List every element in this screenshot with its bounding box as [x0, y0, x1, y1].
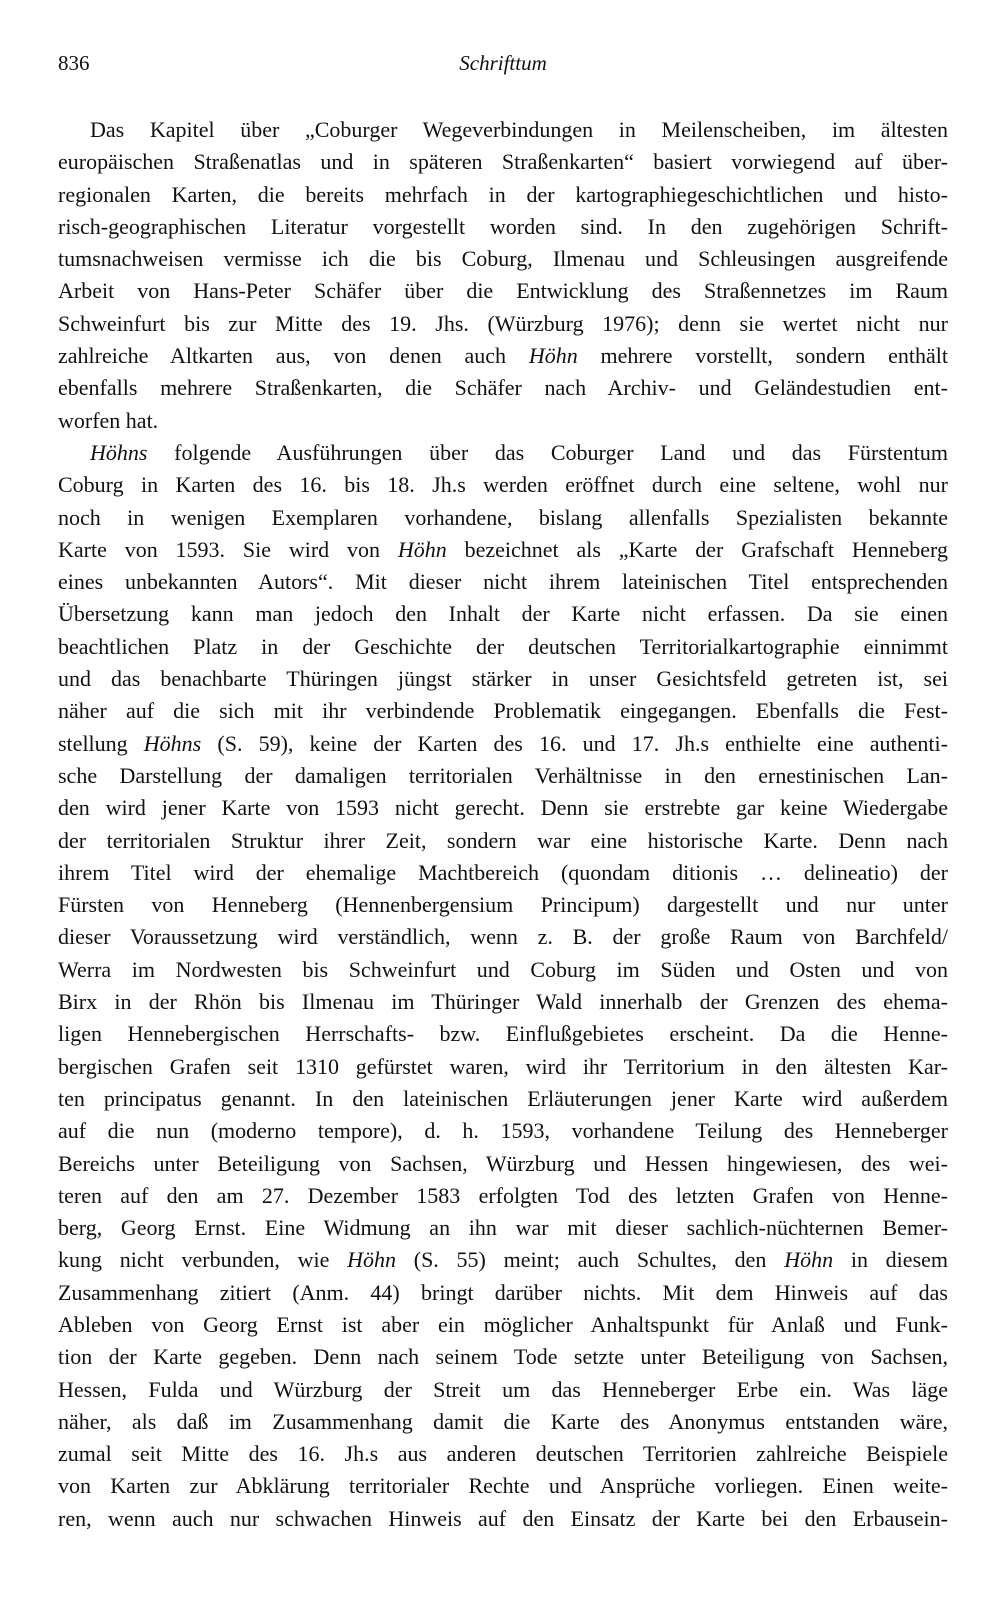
text-line — [58, 631, 948, 663]
text-line — [58, 534, 948, 566]
text-line — [58, 469, 948, 501]
text-segment: tion der Karte gegeben. Denn nach seinem Tode setzte unter Beteiligung von Sachsen, — [58, 1344, 948, 1370]
text-line — [58, 695, 948, 727]
text-line — [58, 1018, 948, 1050]
text-line — [58, 1277, 948, 1309]
text-segment: den wird jener Karte von 1593 nicht gerecht. Denn sie erstrebte gar keine Wiedergabe — [58, 795, 948, 821]
body-text — [58, 114, 948, 1535]
text-line — [58, 954, 948, 986]
text-line — [58, 921, 948, 953]
text-segment: tumsnachweisen vermisse ich die bis Coburg, Ilmenau und Schleusingen ausgreifende — [58, 246, 948, 272]
text-segment: noch in wenigen Exemplaren vorhandene, bislang allenfalls Spezialisten bekannte — [58, 504, 948, 530]
text-segment: kung nicht verbunden, wie — [58, 1247, 348, 1273]
page-number: 836 — [58, 51, 90, 75]
text-segment: ten principatus genannt. In den lateinischen Erläuterungen jener Karte wird außerdem — [58, 1085, 948, 1111]
text-line — [58, 114, 948, 146]
text-segment: Ableben von Georg Ernst ist aber ein möglicher Anhaltspunkt für Anlaß und Funk- — [58, 1311, 948, 1337]
text-segment: von Karten zur Abklärung territorialer Rechte und Ansprüche vorliegen. Einen weite- — [58, 1473, 948, 1499]
text-segment: zahlreiche Altkarten aus, von denen auch — [58, 343, 529, 369]
text-line — [58, 1374, 948, 1406]
text-segment: bergischen Grafen seit 1310 gefürstet waren, wird ihr Territorium in den ältesten Kar- — [58, 1053, 948, 1079]
text-segment: Das Kapitel über „Coburger Wegeverbindungen in Meilenscheiben, im ältesten — [90, 117, 948, 142]
text-segment: in diesem — [833, 1247, 948, 1273]
author-name-italic: Höhn — [397, 536, 447, 562]
text-segment: Bereichs unter Beteiligung von Sachsen, Würzburg und Hessen hingewiesen, des wei- — [58, 1150, 948, 1176]
text-line — [58, 760, 948, 792]
text-segment: bezeichnet als „Karte der Grafschaft Henneberg — [446, 536, 948, 562]
text-line — [58, 437, 948, 469]
author-name-italic: Höhns — [143, 730, 202, 756]
text-line — [58, 211, 948, 243]
text-segment: ren, wenn auch nur schwachen Hinweis auf den Einsatz der Karte bei den Erbausein- — [58, 1505, 948, 1531]
text-line — [58, 1051, 948, 1083]
text-segment: sche Darstellung der damaligen territorialen Verhältnisse in den ernestinischen Lan- — [58, 762, 948, 788]
text-line — [58, 243, 948, 275]
text-segment: auf die nun (moderno tempore), d. h. 1593, vorhandene Teilung des Henneberger — [58, 1118, 948, 1144]
text-segment: und das benachbarte Thüringen jüngst stärker in unser Gesichtsfeld getreten ist, sei — [58, 666, 948, 692]
text-line — [58, 1438, 948, 1470]
text-segment: näher auf die sich mit ihr verbindende Problematik eingegangen. Ebenfalls die Fest- — [58, 698, 948, 724]
text-line — [58, 1503, 948, 1535]
text-line — [58, 889, 948, 921]
text-line — [58, 1212, 948, 1244]
author-name-italic: Höhn — [528, 343, 578, 369]
text-segment: (S. 59), keine der Karten des 16. und 17. Jh.s enthielte eine authenti- — [201, 730, 948, 756]
text-segment: mehrere vorstellt, sondern enthält — [577, 343, 948, 369]
text-segment: europäischen Straßenatlas und in späteren Straßenkarten“ basiert vorwiegend auf über- — [58, 149, 948, 175]
text-line — [58, 598, 948, 630]
text-segment: (S. 55) meint; auch Schultes, den — [396, 1247, 785, 1273]
text-segment: beachtlichen Platz in der Geschichte der deutschen Territorialkartographie einnimmt — [58, 633, 948, 659]
text-line — [58, 1083, 948, 1115]
text-line — [58, 1180, 948, 1212]
text-line — [58, 308, 948, 340]
text-segment: Schweinfurt bis zur Mitte des 19. Jhs. (Würzburg 1976); denn sie wertet nicht nur — [58, 310, 948, 336]
text-segment: der territorialen Struktur ihrer Zeit, sondern war eine historische Karte. Denn nach — [58, 827, 948, 853]
text-segment: Karte von 1593. Sie wird von — [58, 536, 398, 562]
text-line — [58, 1244, 948, 1276]
text-segment: Birx in der Rhön bis Ilmenau im Thüringer Wald innerhalb der Grenzen des ehema- — [58, 989, 948, 1015]
text-segment: folgende Ausführungen über das Coburger Land und das Fürstentum — [147, 439, 948, 465]
text-line — [58, 275, 948, 307]
text-line — [58, 792, 948, 824]
text-line — [58, 566, 948, 598]
text-segment: Fürsten von Henneberg (Hennenbergensium Principum) dargestellt und nur unter — [58, 892, 948, 918]
author-name-italic: Höhns — [90, 439, 148, 465]
text-segment: risch-geographischen Literatur vorgestellt worden sind. In den zugehörigen Schrift- — [58, 213, 948, 239]
text-line — [58, 1309, 948, 1341]
text-line — [58, 1148, 948, 1180]
text-line — [58, 1341, 948, 1373]
text-segment: Übersetzung kann man jedoch den Inhalt der Karte nicht erfassen. Da sie einen — [58, 601, 948, 627]
text-segment: näher, als daß im Zusammenhang damit die Karte des Anonymus entstanden wäre, — [58, 1408, 948, 1434]
author-name-italic: Höhn — [347, 1247, 396, 1273]
text-segment: Coburg in Karten des 16. bis 18. Jh.s werden eröffnet durch eine seltene, wohl nur — [58, 472, 948, 498]
text-line — [58, 663, 948, 695]
text-line — [58, 405, 948, 437]
text-line — [58, 857, 948, 889]
page-header — [58, 46, 948, 80]
text-line — [58, 502, 948, 534]
text-segment: regionalen Karten, die bereits mehrfach in der kartographiegeschichtlichen und histo- — [58, 181, 948, 207]
text-line — [58, 1470, 948, 1502]
text-line — [58, 1406, 948, 1438]
text-segment: stellung — [58, 730, 144, 756]
text-segment: ihrem Titel wird der ehemalige Machtbereich (quondam ditionis … delineatio) der — [58, 859, 948, 885]
text-line — [58, 728, 948, 760]
text-segment: Hessen, Fulda und Würzburg der Streit um das Henneberger Erbe ein. Was läge — [58, 1376, 948, 1402]
running-title: Schrifttum — [459, 51, 547, 75]
text-segment: teren auf den am 27. Dezember 1583 erfolgten Tod des letzten Grafen von Henne- — [58, 1182, 948, 1208]
text-line — [58, 179, 948, 211]
text-line — [58, 825, 948, 857]
text-segment: worfen hat. — [58, 407, 159, 433]
author-name-italic: Höhn — [784, 1247, 834, 1273]
text-segment: Werra im Nordwesten bis Schweinfurt und Coburg im Süden und Osten und von — [58, 956, 948, 982]
text-segment: ligen Hennebergischen Herrschafts- bzw. Einflußgebietes erscheint. Da die Henne- — [58, 1021, 948, 1047]
text-segment: ebenfalls mehrere Straßenkarten, die Schäfer nach Archiv- und Geländestudien ent- — [58, 375, 948, 401]
text-line — [58, 146, 948, 178]
text-line — [58, 986, 948, 1018]
text-segment: berg, Georg Ernst. Eine Widmung an ihn war mit dieser sachlich-nüchternen Bemer- — [58, 1215, 948, 1241]
text-segment: Arbeit von Hans-Peter Schäfer über die Entwicklung des Straßennetzes im Raum — [58, 278, 948, 304]
text-segment: Zusammenhang zitiert (Anm. 44) bringt darüber nichts. Mit dem Hinweis auf das — [58, 1279, 948, 1305]
text-segment: zumal seit Mitte des 16. Jh.s aus anderen deutschen Territorien zahlreiche Beispiele — [58, 1441, 948, 1467]
text-line — [58, 1115, 948, 1147]
text-segment: eines unbekannten Autors“. Mit dieser nicht ihrem lateinischen Titel entsprechenden — [58, 569, 948, 595]
text-segment: dieser Voraussetzung wird verständlich, wenn z. B. der große Raum von Barchfeld/ — [58, 924, 948, 950]
text-line — [58, 340, 948, 372]
text-line — [58, 372, 948, 404]
